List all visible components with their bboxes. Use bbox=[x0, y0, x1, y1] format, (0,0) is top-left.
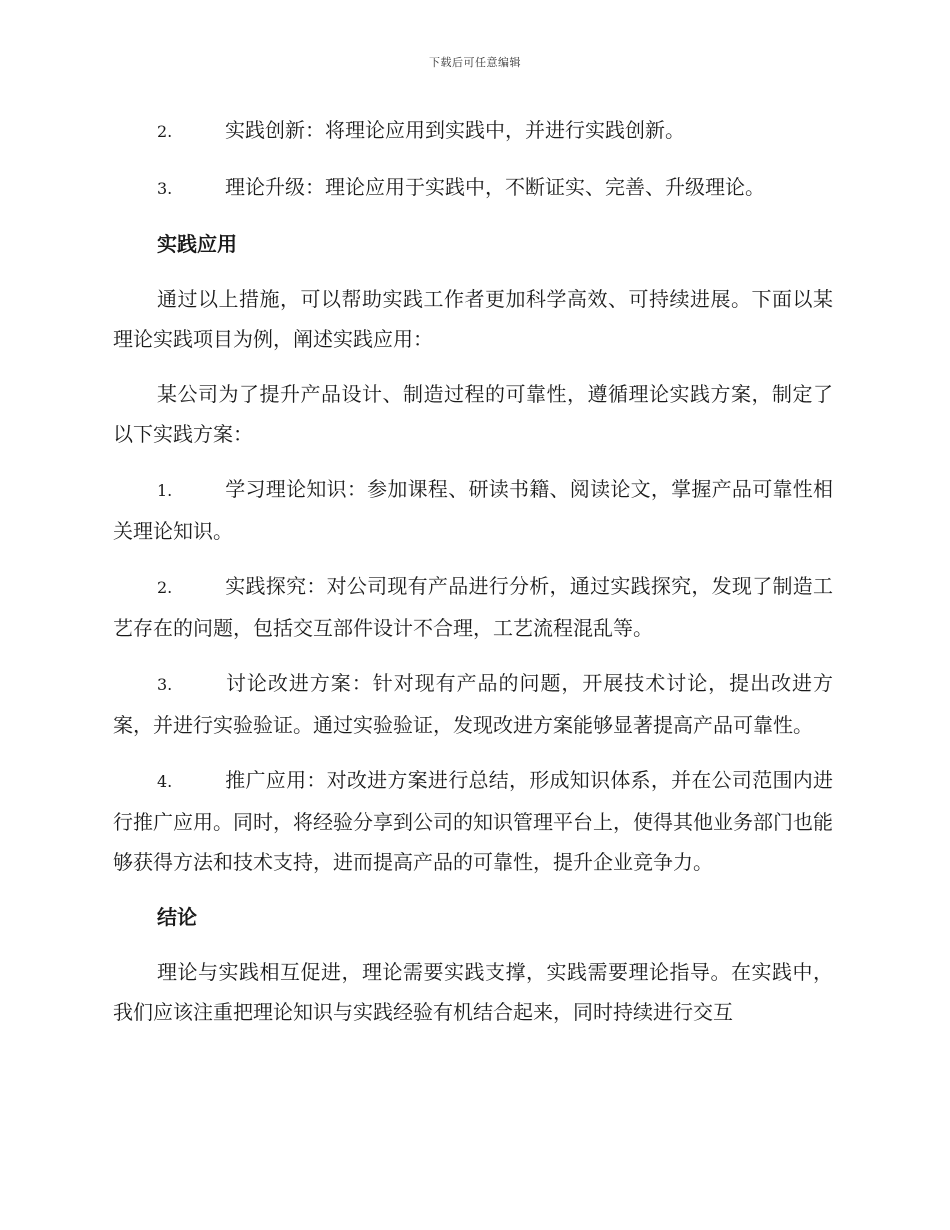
list-item-text: 学习理论知识：参加课程、研读书籍、阅读论文，掌握产品可靠性相关理论知识。 bbox=[113, 477, 833, 543]
list-item-text: 讨论改进方案：针对现有产品的问题，开展技术讨论，提出改进方案，并进行实验验证。通过实验验证，发现改进方案能够显著提高产品可靠性。 bbox=[113, 671, 833, 737]
paragraph-conclusion: 理论与实践相互促进，理论需要实践支撑，实践需要理论指导。在实践中，我们应该注重把理论知识与实践经验有机结合起来，同时持续进行交互 bbox=[113, 960, 833, 1024]
list-item-number: 3. bbox=[157, 675, 173, 694]
list-item bbox=[113, 110, 833, 152]
list-item-text: 实践创新：将理论应用到实践中，并进行实践创新。 bbox=[225, 118, 685, 142]
list-item-text: 理论升级：理论应用于实践中，不断证实、完善、升级理论。 bbox=[225, 175, 765, 199]
page-header: 下载后可任意编辑 bbox=[429, 56, 521, 69]
section-heading-conclusion: 结论 bbox=[157, 905, 197, 929]
document-body bbox=[113, 110, 833, 1047]
paragraph-intro: 通过以上措施，可以帮助实践工作者更加科学高效、可持续进展。下面以某理论实践项目为例，阐述实践应用： bbox=[113, 287, 833, 351]
list-item-number: 2. bbox=[157, 578, 173, 597]
list-item-number: 3. bbox=[157, 179, 173, 198]
list-item bbox=[113, 469, 833, 551]
list-item-number: 1. bbox=[157, 481, 173, 500]
list-item-text: 实践探究：对公司现有产品进行分析，通过实践探究，发现了制造工艺存在的问题，包括交互部件设计不合理，工艺流程混乱等。 bbox=[113, 574, 833, 640]
list-item bbox=[113, 663, 833, 745]
list-item bbox=[113, 566, 833, 648]
list-item-text: 推广应用：对改进方案进行总结，形成知识体系，并在公司范围内进行推广应用。同时，将经验分享到公司的知识管理平台上，使得其他业务部门也能够获得方法和技术支持，进而提高产品的可靠性，提升企业竞争力。 bbox=[113, 768, 833, 874]
paragraph-company: 某公司为了提升产品设计、制造过程的可靠性，遵循理论实践方案，制定了以下实践方案： bbox=[113, 382, 833, 446]
list-item-number: 4. bbox=[157, 772, 173, 791]
list-item bbox=[113, 760, 833, 882]
list-item bbox=[113, 167, 833, 209]
section-heading-practice: 实践应用 bbox=[157, 232, 237, 256]
list-item-number: 2. bbox=[157, 122, 173, 141]
